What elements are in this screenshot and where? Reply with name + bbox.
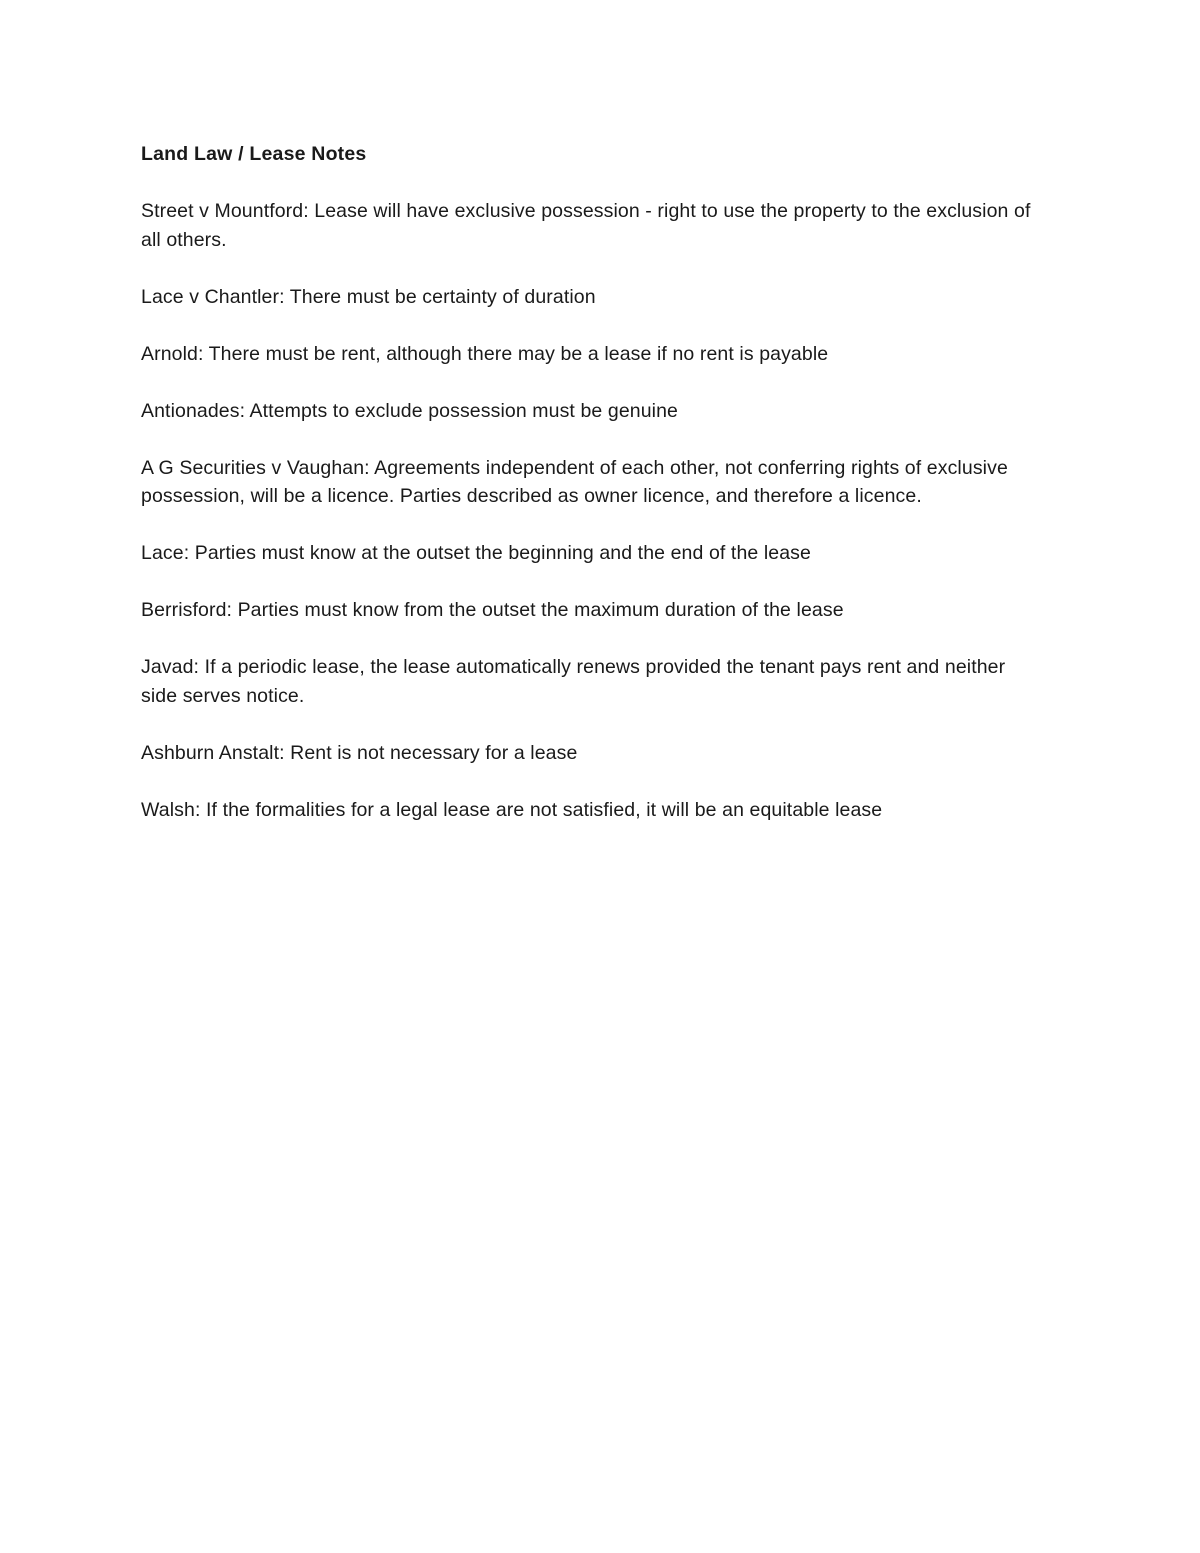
case-name: Ashburn Anstalt [141, 741, 280, 764]
case-name: Street v Mountford [141, 200, 304, 222]
note-paragraph: Lace: Parties must know at the outset the beginning and the end of the lease [141, 542, 811, 564]
note-paragraph: Berrisford: Parties must know from the outset the maximum duration of the lease [141, 599, 844, 621]
case-name: Antionades [141, 399, 240, 422]
note-text: There must be certainty of duration [289, 285, 596, 308]
case-name: Lace [141, 542, 184, 564]
case-name: Lace v Chantler [141, 285, 280, 308]
note-paragraph: Ashburn Anstalt: Rent is not necessary for a lease [141, 741, 578, 764]
case-name: A G Securities v Vaughan [141, 456, 365, 479]
case-name: Javad [141, 656, 194, 678]
note-paragraph: Lace v Chantler: There must be certainty of duration [141, 285, 596, 308]
note-paragraph: A G Securities v Vaughan: Agreements independent of each other, not conferring rights of exclusive possession, will be a licence. Parties described as owner licence, and therefore a licence. [141, 456, 1008, 507]
note-paragraph: Arnold: There must be rent, although there may be a lease if no rent is payable [141, 342, 829, 365]
note-text: Parties must know from the outset the maximum duration of the lease [237, 599, 844, 621]
note-text: Attempts to exclude possession must be genuine [249, 399, 678, 422]
note-paragraph: Antionades: Attempts to exclude possession must be genuine [141, 399, 678, 422]
note-text: There must be rent, although there may be a lease if no rent is payable [208, 342, 829, 365]
note-text: Parties must know at the outset the beginning and the end of the lease [194, 542, 811, 564]
note-paragraph: Street v Mountford: Lease will have exclusive possession - right to use the property to the exclusion of all others. [141, 200, 1031, 251]
note-text: Lease will have exclusive possession - right to use the property to the exclusion of all others. [141, 200, 1031, 251]
case-name: Walsh [141, 798, 195, 821]
note-text: If the formalities for a legal lease are not satisfied, it will be an equitable lease [206, 798, 883, 821]
case-name: Berrisford [141, 599, 227, 621]
note-text: Rent is not necessary for a lease [290, 741, 578, 764]
note-text: If a periodic lease, the lease automatically renews provided the tenant pays rent and neither side serves notice. [141, 656, 1006, 707]
note-text: Agreements independent of each other, not conferring rights of exclusive possession, will be a licence. Parties described as owner licence, and therefore a licence. [141, 456, 1008, 507]
case-name: Arnold [141, 342, 198, 365]
document-title: Land Law / Lease Notes [141, 143, 367, 165]
note-paragraph: Walsh: If the formalities for a legal lease are not satisfied, it will be an equitable lease [141, 798, 883, 821]
note-paragraph: Javad: If a periodic lease, the lease automatically renews provided the tenant pays rent and neither side serves notice. [141, 656, 1006, 707]
document-body [141, 140, 1041, 853]
